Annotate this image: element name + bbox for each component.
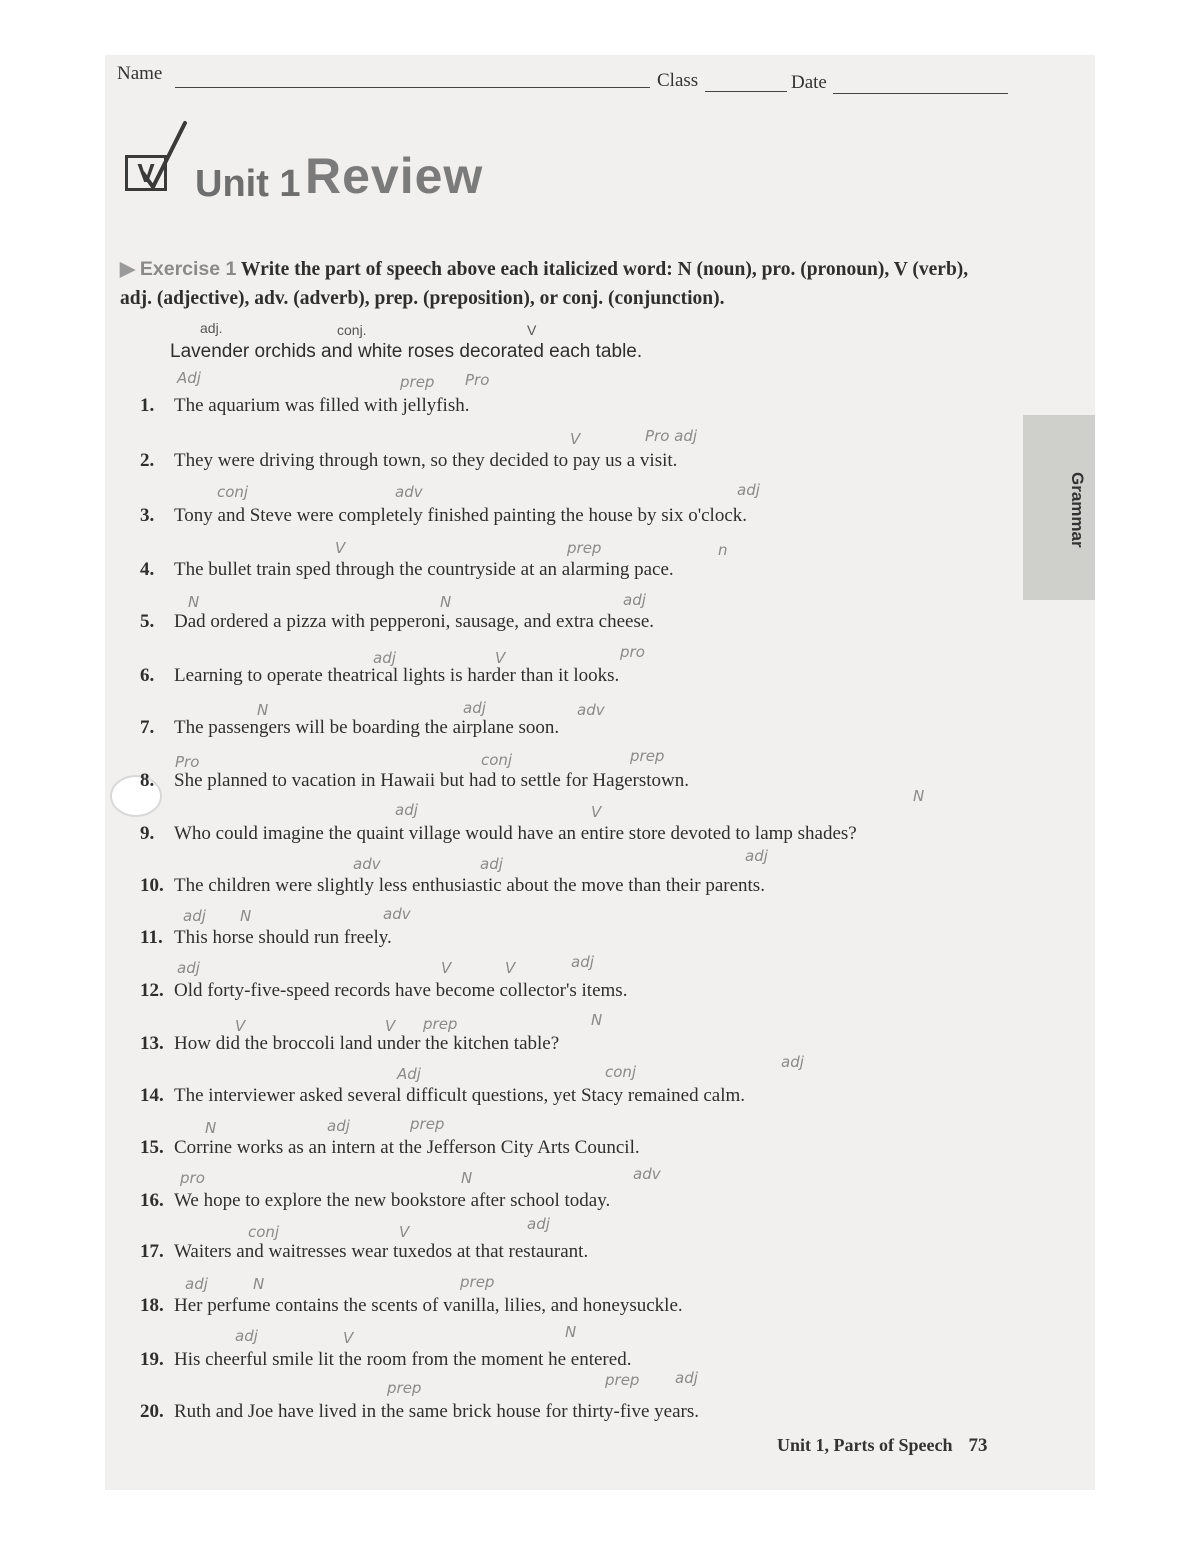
handwritten-mark: pro (620, 643, 645, 661)
name-line (175, 87, 650, 88)
date-line (833, 93, 1008, 94)
item-number: 18. (140, 1295, 164, 1316)
handwritten-mark: adj (327, 1117, 350, 1135)
item-sentence: They were driving through town, so they decided to pay us a visit. (174, 450, 678, 471)
handwritten-mark: adj (185, 1275, 208, 1293)
handwritten-mark: V (570, 430, 581, 448)
handwritten-mark: N (461, 1169, 473, 1187)
handwritten-mark: conj (217, 483, 249, 501)
checkbox-icon: V (125, 155, 167, 191)
handwritten-mark: N (440, 593, 452, 611)
handwritten-mark: adj (235, 1327, 258, 1345)
handwritten-mark: adj (373, 649, 396, 667)
list-item (140, 770, 689, 792)
item-sentence: Ruth and Joe have lived in the same brick house for thirty-five years. (174, 1401, 699, 1422)
handwritten-mark: V (385, 1017, 396, 1035)
list-item (140, 1033, 559, 1055)
item-number: 3. (140, 505, 155, 526)
handwritten-mark: adj (527, 1215, 550, 1233)
handwritten-mark: prep (460, 1273, 495, 1291)
handwritten-mark: N (591, 1011, 603, 1029)
handwritten-mark: pro (180, 1169, 205, 1187)
item-number: 2. (140, 450, 155, 471)
class-label: Class (657, 70, 699, 91)
handwritten-mark: adj (781, 1053, 804, 1071)
handwritten-mark: prep (630, 747, 665, 765)
title-unit: Unit 1 (195, 163, 301, 205)
handwritten-mark: adv (395, 483, 423, 501)
page-footer (777, 1435, 987, 1457)
handwritten-mark: N (565, 1323, 577, 1341)
handwritten-mark: conj (481, 751, 513, 769)
item-number: 5. (140, 611, 155, 632)
item-sentence: Her perfume contains the scents of vanilla, lilies, and honeysuckle. (174, 1295, 683, 1316)
item-sentence: The aquarium was filled with jellyfish. (174, 395, 470, 416)
handwritten-mark: adj (480, 855, 503, 873)
example-annotation: conj. (337, 322, 367, 338)
date-label: Date (791, 72, 827, 93)
item-sentence: Dad ordered a pizza with pepperoni, sausage, and extra cheese. (174, 611, 655, 632)
list-item (140, 1190, 610, 1212)
handwritten-mark: V (441, 959, 452, 977)
list-item (140, 559, 674, 581)
title-review: Review (305, 148, 484, 204)
example-annotation: V (527, 322, 537, 338)
item-sentence: His cheerful smile lit the room from the moment he entered. (174, 1349, 632, 1370)
list-item (140, 505, 747, 527)
handwritten-mark: prep (605, 1371, 640, 1389)
item-number: 11. (140, 927, 163, 948)
item-sentence: She planned to vacation in Hawaii but had to settle for Hagerstown. (174, 770, 689, 791)
handwritten-mark: V (495, 649, 506, 667)
handwritten-mark: adj (623, 591, 646, 609)
handwritten-mark: adv (633, 1165, 661, 1183)
side-tab-label: Grammar (1068, 472, 1087, 548)
list-item (140, 980, 627, 1002)
item-number: 12. (140, 980, 164, 1001)
handwritten-mark: adv (383, 905, 411, 923)
example-annotation: adj. (200, 320, 223, 336)
list-item (140, 1085, 745, 1107)
item-sentence: The passengers will be boarding the airplane soon. (174, 717, 560, 738)
item-number: 13. (140, 1033, 164, 1054)
item-sentence: Who could imagine the quaint village would have an entire store devoted to lamp shades? (174, 823, 857, 844)
item-sentence: Old forty-five-speed records have become collector's items. (174, 980, 628, 1001)
handwritten-mark: adj (395, 801, 418, 819)
handwritten-mark: n (718, 541, 728, 559)
list-item (140, 665, 619, 687)
list-item (140, 875, 765, 897)
handwritten-mark: adj (745, 847, 768, 865)
handwritten-mark: adj (571, 953, 594, 971)
footer-text: Unit 1, Parts of Speech (777, 1435, 953, 1455)
list-item (140, 611, 654, 633)
item-sentence: We hope to explore the new bookstore after school today. (174, 1190, 611, 1211)
item-sentence: How did the broccoli land under the kitchen table? (174, 1033, 560, 1054)
handwritten-mark: adj (183, 907, 206, 925)
handwritten-mark: Adj (397, 1065, 421, 1083)
item-number: 9. (140, 823, 155, 844)
list-item (140, 717, 559, 739)
item-sentence: The children were slightly less enthusiastic about the move than their parents. (174, 875, 765, 896)
item-number: 7. (140, 717, 155, 738)
item-number: 1. (140, 395, 155, 416)
item-number: 16. (140, 1190, 164, 1211)
item-sentence: The interviewer asked several difficult questions, yet Stacy remained calm. (174, 1085, 746, 1106)
handwritten-mark: V (505, 959, 516, 977)
handwritten-mark: prep (567, 539, 602, 557)
handwritten-mark: prep (400, 373, 435, 391)
exercise-instructions (120, 255, 980, 313)
handwritten-mark: conj (605, 1063, 637, 1081)
list-item (140, 1295, 683, 1317)
item-sentence: Tony and Steve were completely finished painting the house by six o'clock. (174, 505, 748, 526)
checkmark-icon (135, 115, 195, 195)
list-item (140, 927, 392, 949)
item-number: 8. (140, 770, 155, 791)
handwritten-mark: N (913, 787, 925, 805)
handwritten-mark: prep (410, 1115, 445, 1133)
handwritten-mark: prep (387, 1379, 422, 1397)
exercise-text: Write the part of speech above each italicized word: N (noun), pro. (pronoun), V (verb), adj. (adjective), adv. (adverb), prep. (preposition), or conj. (conjunction). (120, 259, 969, 309)
item-number: 17. (140, 1241, 164, 1262)
list-item (140, 823, 857, 845)
handwritten-mark: Pro (465, 371, 490, 389)
handwritten-mark: V (591, 803, 602, 821)
handwritten-mark: adv (353, 855, 381, 873)
item-number: 19. (140, 1349, 164, 1370)
handwritten-mark: N (240, 907, 252, 925)
example-sentence: Lavender orchids and white roses decorated each table. (170, 341, 643, 362)
item-number: 15. (140, 1137, 164, 1158)
handwritten-mark: adj (675, 1369, 698, 1387)
item-sentence: Learning to operate theatrical lights is harder than it looks. (174, 665, 620, 686)
name-label: Name (117, 63, 163, 84)
handwritten-mark: adj (737, 481, 760, 499)
handwritten-mark: V (343, 1329, 354, 1347)
handwritten-mark: V (335, 539, 346, 557)
list-item (140, 1137, 640, 1159)
item-number: 14. (140, 1085, 164, 1106)
handwritten-mark: adj (463, 699, 486, 717)
handwritten-mark: adj (177, 959, 200, 977)
list-item (140, 1349, 631, 1371)
handwritten-mark: Pro adj (645, 427, 698, 445)
handwritten-mark: prep (423, 1015, 458, 1033)
handwritten-mark: conj (248, 1223, 280, 1241)
handwritten-mark: N (257, 701, 269, 719)
handwritten-mark: adv (577, 701, 605, 719)
item-sentence: Waiters and waitresses wear tuxedos at that restaurant. (174, 1241, 589, 1262)
exercise-label: Exercise 1 (139, 258, 237, 280)
handwritten-mark: Adj (177, 369, 201, 387)
handwritten-mark: N (188, 593, 200, 611)
worksheet-page (105, 55, 1095, 1490)
item-sentence: Corrine works as an intern at the Jefferson City Arts Council. (174, 1137, 640, 1158)
item-number: 4. (140, 559, 155, 580)
handwritten-mark: Pro (175, 753, 200, 771)
item-sentence: The bullet train sped through the countryside at an alarming pace. (174, 559, 674, 580)
list-item (140, 1401, 699, 1423)
page-number: 73 (968, 1435, 988, 1456)
item-number: 20. (140, 1401, 164, 1422)
list-item (140, 450, 677, 472)
handwritten-mark: N (253, 1275, 265, 1293)
item-number: 10. (140, 875, 164, 896)
item-sentence: This horse should run freely. (174, 927, 392, 948)
item-number: 6. (140, 665, 155, 686)
class-line (705, 91, 787, 92)
handwritten-mark: V (235, 1017, 246, 1035)
list-item (140, 395, 469, 417)
handwritten-mark: N (205, 1119, 217, 1137)
arrow-icon: ▶ (120, 259, 135, 280)
handwritten-mark: V (399, 1223, 410, 1241)
list-item (140, 1241, 588, 1263)
